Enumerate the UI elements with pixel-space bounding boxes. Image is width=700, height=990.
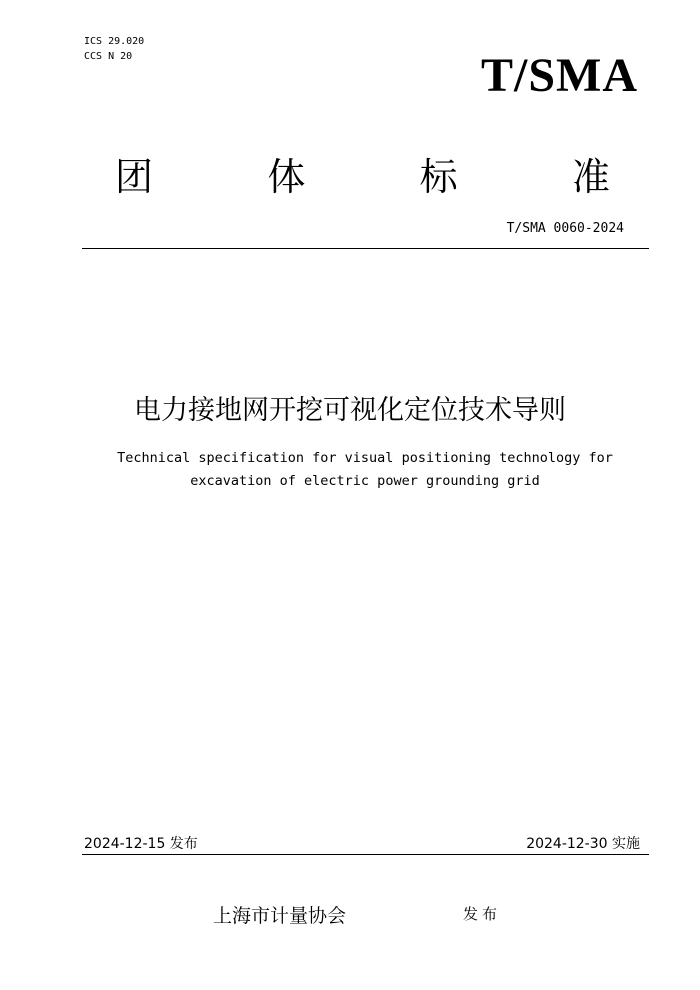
implementation-date: 2024-12-30 实施 [526,836,640,852]
standard-type-char: 体 [267,155,306,199]
document-title-english [60,447,670,493]
standard-number: T/SMA 0060-2024 [506,221,624,236]
standard-type-char: 团 [115,155,154,199]
document-title-chinese: 电力接地网开挖可视化定位技术导则 [134,395,566,426]
publish-label: 发布 [463,905,502,923]
english-title-line: excavation of electric power grounding grid [190,473,540,489]
ics-code: ICS 29.020 [84,36,145,47]
ccs-code: CCS N 20 [84,51,133,62]
standard-type-heading [115,146,610,201]
top-divider [82,248,649,249]
publisher-name: 上海市计量协会 [213,905,347,927]
issue-date: 2024-12-15 发布 [84,836,198,852]
english-title-line: Technical specification for visual positioning technology for [117,450,613,466]
standard-type-char: 准 [571,155,610,199]
organization-code-logo: T/SMA [480,49,638,102]
bottom-divider [82,854,649,855]
standard-type-char: 标 [419,155,458,199]
